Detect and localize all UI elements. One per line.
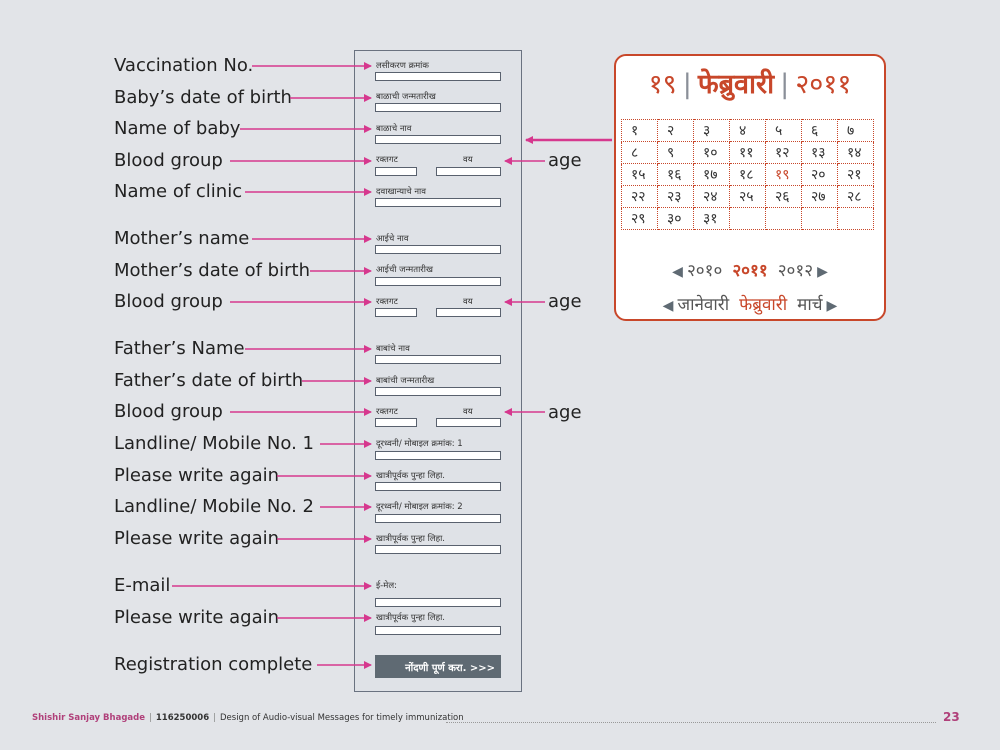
calendar-week-row	[622, 164, 874, 186]
calendar-day-cell[interactable]: १३	[802, 142, 838, 164]
calendar-week-row	[622, 208, 874, 230]
prev-year-option[interactable]: २०१०	[686, 261, 723, 281]
vaccination-no-input[interactable]	[375, 72, 501, 81]
baby-blood-group-input[interactable]	[375, 167, 417, 176]
caption-mother-name: आईचे नाव	[376, 234, 409, 244]
caption-mother-age: वय	[463, 297, 473, 307]
baby-name-input[interactable]	[375, 135, 501, 144]
label-father-blood-group: Blood group	[114, 401, 223, 422]
email-input[interactable]	[375, 598, 501, 607]
current-year-option[interactable]: २०११	[732, 261, 768, 281]
phone-2-input[interactable]	[375, 514, 501, 523]
label-phone-1-repeat: Please write again	[114, 465, 280, 486]
calendar-day-cell[interactable]: २६	[766, 186, 802, 208]
father-age-input[interactable]	[436, 418, 501, 427]
prev-month-option[interactable]: जानेवारी	[677, 295, 730, 315]
mother-age-input[interactable]	[436, 308, 501, 317]
calendar-day-cell[interactable]: १५	[622, 164, 658, 186]
calendar-day-cell[interactable]: २८	[838, 186, 874, 208]
label-mother-blood-group: Blood group	[114, 291, 223, 312]
caption-baby-dob: बाळाची जन्मतारीख	[376, 92, 436, 102]
caption-email-repeat: खात्रीपूर्वक पुन्हा लिहा.	[376, 613, 446, 623]
father-dob-input[interactable]	[375, 387, 501, 396]
caption-phone-1: दूरध्वनी/ मोबाइल क्रमांक: 1	[376, 439, 463, 449]
footer-rule	[446, 722, 936, 723]
calendar-day-cell[interactable]: ६	[802, 120, 838, 142]
calendar-selected-month: फेब्रुवारी	[697, 69, 775, 100]
label-registration-complete: Registration complete	[114, 654, 313, 675]
caption-mother-dob: आईची जन्मतारीख	[376, 265, 433, 275]
calendar-header	[616, 64, 884, 101]
calendar-day-cell[interactable]: २०	[802, 164, 838, 186]
calendar-day-cell[interactable]: १६	[658, 164, 694, 186]
footer-author: Shishir Sanjay Bhagade	[32, 713, 145, 723]
age-label-mother: age	[548, 291, 582, 312]
calendar-selected-year: २०११	[795, 69, 852, 100]
calendar-day-cell[interactable]: २७	[802, 186, 838, 208]
label-mother-dob: Mother’s date of birth	[114, 260, 310, 281]
label-email: E-mail	[114, 575, 171, 596]
calendar-day-cell[interactable]: २४	[694, 186, 730, 208]
phone-1-repeat-input[interactable]	[375, 482, 501, 491]
caption-baby-blood-group: रक्तगट	[376, 155, 398, 165]
calendar-empty-cell	[802, 208, 838, 230]
phone-1-input[interactable]	[375, 451, 501, 460]
calendar-day-cell[interactable]: १७	[694, 164, 730, 186]
calendar-day-cell[interactable]: २५	[730, 186, 766, 208]
current-month-option[interactable]: फेब्रुवारी	[739, 295, 788, 315]
caption-email: ई-मेल:	[376, 581, 397, 591]
label-phone-2: Landline/ Mobile No. 2	[114, 496, 314, 517]
calendar-day-cell[interactable]: ७	[838, 120, 874, 142]
calendar-empty-cell	[766, 208, 802, 230]
calendar-day-cell-selected[interactable]: १९	[766, 164, 802, 186]
caption-father-dob: बाबांची जन्मतारीख	[376, 376, 435, 386]
calendar-day-cell[interactable]: २१	[838, 164, 874, 186]
next-month-option[interactable]: मार्च	[797, 295, 823, 315]
label-father-dob: Father’s date of birth	[114, 370, 304, 391]
baby-age-input[interactable]	[436, 167, 501, 176]
calendar-divider: |	[780, 69, 790, 100]
phone-2-repeat-input[interactable]	[375, 545, 501, 554]
calendar-day-cell[interactable]: ८	[622, 142, 658, 164]
caption-father-age: वय	[463, 407, 473, 417]
calendar-day-cell[interactable]: ११	[730, 142, 766, 164]
page-footer	[32, 713, 464, 723]
caption-vaccination-no: लसीकरण क्रमांक	[376, 61, 429, 71]
calendar-day-cell[interactable]: १०	[694, 142, 730, 164]
registration-form-panel	[354, 50, 522, 692]
calendar-day-cell[interactable]: १२	[766, 142, 802, 164]
age-label-father: age	[548, 402, 582, 423]
label-baby-name: Name of baby	[114, 118, 241, 139]
caption-baby-name: बाळाचे नाव	[376, 124, 412, 134]
mother-dob-input[interactable]	[375, 277, 501, 286]
calendar-week-row	[622, 142, 874, 164]
calendar-day-cell[interactable]: ५	[766, 120, 802, 142]
father-blood-group-input[interactable]	[375, 418, 417, 427]
footer-project-title: Design of Audio-visual Messages for timely immunization	[219, 713, 464, 723]
calendar-year-nav	[616, 258, 884, 281]
caption-phone-1-repeat: खात्रीपूर्वक पुन्हा लिहा.	[376, 471, 446, 481]
next-month-arrow-icon[interactable]: ▶	[826, 298, 838, 314]
calendar-selected-day: १९	[648, 69, 677, 100]
caption-phone-2-repeat: खात्रीपूर्वक पुन्हा लिहा.	[376, 534, 446, 544]
calendar-day-cell[interactable]: ९	[658, 142, 694, 164]
label-baby-blood-group: Blood group	[114, 150, 223, 171]
prev-year-arrow-icon[interactable]: ◀	[672, 264, 683, 280]
calendar-empty-cell	[838, 208, 874, 230]
calendar-week-row	[622, 186, 874, 208]
mother-name-input[interactable]	[375, 245, 501, 254]
label-phone-2-repeat: Please write again	[114, 528, 280, 549]
footer-divider: |	[213, 713, 216, 723]
label-vaccination-no: Vaccination No.	[114, 55, 254, 76]
calendar-day-grid	[621, 119, 874, 230]
calendar-day-cell[interactable]: १४	[838, 142, 874, 164]
calendar-day-cell[interactable]: १८	[730, 164, 766, 186]
label-mother-name: Mother’s name	[114, 228, 250, 249]
page-number: 23	[943, 710, 960, 724]
calendar-day-cell[interactable]: ३०	[658, 208, 694, 230]
footer-student-id: 116250006	[155, 713, 210, 723]
calendar-day-cell[interactable]: ४	[730, 120, 766, 142]
caption-father-blood-group: रक्तगट	[376, 407, 398, 417]
clinic-name-input[interactable]	[375, 198, 501, 207]
label-phone-1: Landline/ Mobile No. 1	[114, 433, 314, 454]
caption-clinic-name: दवाखान्याचे नाव	[376, 187, 426, 197]
father-name-input[interactable]	[375, 355, 501, 364]
caption-mother-blood-group: रक्तगट	[376, 297, 398, 307]
email-repeat-input[interactable]	[375, 626, 501, 635]
calendar-day-cell[interactable]: २२	[622, 186, 658, 208]
age-label-baby: age	[548, 150, 582, 171]
mother-blood-group-input[interactable]	[375, 308, 417, 317]
label-father-name: Father’s Name	[114, 338, 245, 359]
calendar-day-cell[interactable]: २९	[622, 208, 658, 230]
calendar-empty-cell	[730, 208, 766, 230]
date-picker-calendar	[614, 54, 886, 321]
caption-baby-age: वय	[463, 155, 473, 165]
prev-month-arrow-icon[interactable]: ◀	[662, 298, 674, 314]
baby-dob-input[interactable]	[375, 103, 501, 112]
calendar-day-cell[interactable]: १	[622, 120, 658, 142]
footer-divider: |	[149, 713, 152, 723]
calendar-month-nav	[616, 292, 884, 315]
registration-submit-button[interactable]: नोंदणी पूर्ण करा. >>>	[375, 655, 501, 678]
caption-phone-2: दूरध्वनी/ मोबाइल क्रमांक: 2	[376, 502, 463, 512]
calendar-day-cell[interactable]: ३	[694, 120, 730, 142]
calendar-day-cell[interactable]: २	[658, 120, 694, 142]
calendar-day-cell[interactable]: २३	[658, 186, 694, 208]
label-baby-dob: Baby’s date of birth	[114, 87, 292, 108]
next-year-arrow-icon[interactable]: ▶	[817, 264, 828, 280]
calendar-divider: |	[682, 69, 692, 100]
label-clinic-name: Name of clinic	[114, 181, 243, 202]
calendar-week-row	[622, 120, 874, 142]
next-year-option[interactable]: २०१२	[777, 261, 814, 281]
label-email-repeat: Please write again	[114, 607, 280, 628]
calendar-day-cell[interactable]: ३१	[694, 208, 730, 230]
caption-father-name: बाबांचे नाव	[376, 344, 410, 354]
